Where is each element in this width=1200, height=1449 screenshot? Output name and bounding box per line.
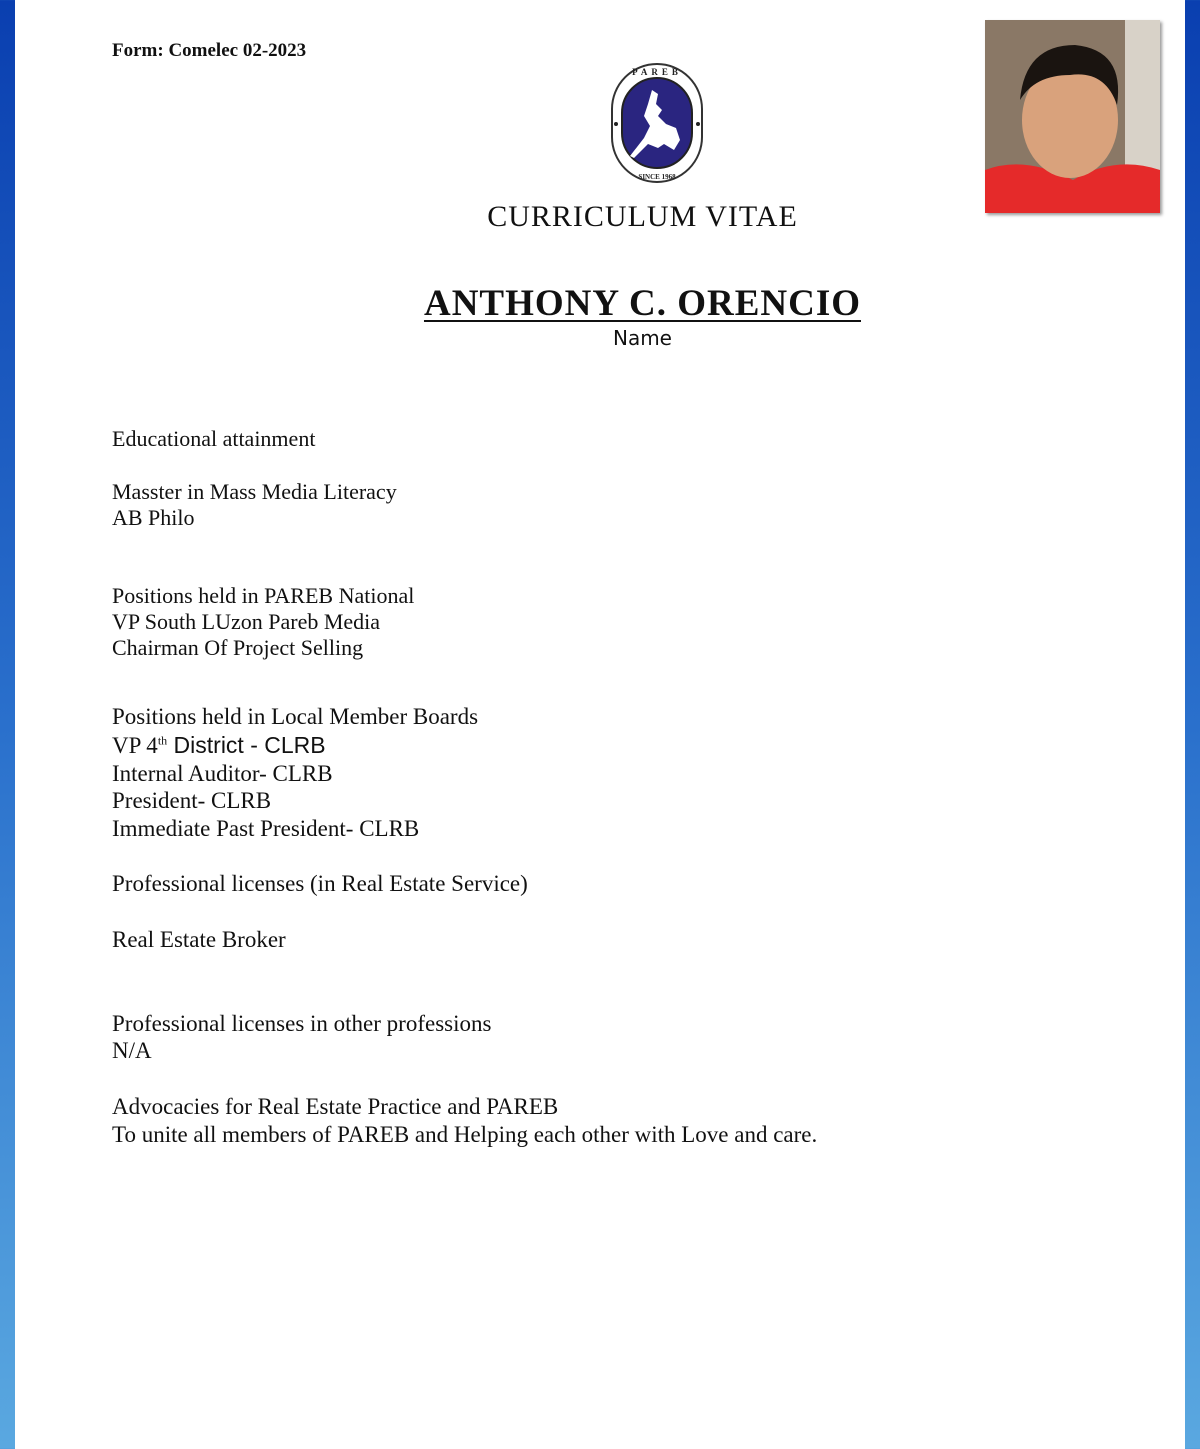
licenses-other-heading: Professional licenses in other professions <box>112 1011 492 1036</box>
candidate-name <box>15 282 1200 325</box>
local-heading: Positions held in Local Member Boards <box>112 704 479 729</box>
name-label: Name <box>612 326 672 350</box>
pareb-logo <box>592 58 722 188</box>
form-label: Form: Comelec 02-2023 <box>112 40 307 61</box>
vp-prefix: VP 4 <box>112 733 158 758</box>
local-item: President- CLRB <box>112 788 272 813</box>
document-title: CURRICULUM VITAE <box>487 200 798 233</box>
vp-suffix: District - CLRB <box>167 732 326 758</box>
local-item: Immediate Past President- CLRB <box>112 816 420 841</box>
svg-text:SINCE 1968: SINCE 1968 <box>638 173 676 181</box>
licenses-re-item: Real Estate Broker <box>112 927 286 952</box>
candidate-name-text: ANTHONY C. ORENCIO <box>423 283 861 324</box>
licenses-re-heading: Professional licenses (in Real Estate Service) <box>112 871 528 896</box>
licenses-other-item: N/A <box>112 1038 152 1063</box>
local-item: Internal Auditor- CLRB <box>112 761 333 786</box>
education-item: AB Philo <box>112 505 195 530</box>
candidate-photo <box>985 20 1160 213</box>
local-item-vp <box>112 732 326 759</box>
education-heading: Educational attainment <box>112 426 316 451</box>
advocacies-heading: Advocacies for Real Estate Practice and PAREB <box>112 1094 559 1119</box>
national-heading: Positions held in PAREB National <box>112 583 415 608</box>
svg-text:PAREB: PAREB <box>632 67 682 77</box>
advocacies-item: To unite all members of PAREB and Helping each other with Love and care. <box>112 1122 818 1147</box>
national-item: Chairman Of Project Selling <box>112 635 364 660</box>
vp-superscript: th <box>157 733 168 748</box>
education-item: Masster in Mass Media Literacy <box>112 479 397 504</box>
cv-page <box>15 0 1185 1449</box>
national-item: VP South LUzon Pareb Media <box>112 609 381 634</box>
